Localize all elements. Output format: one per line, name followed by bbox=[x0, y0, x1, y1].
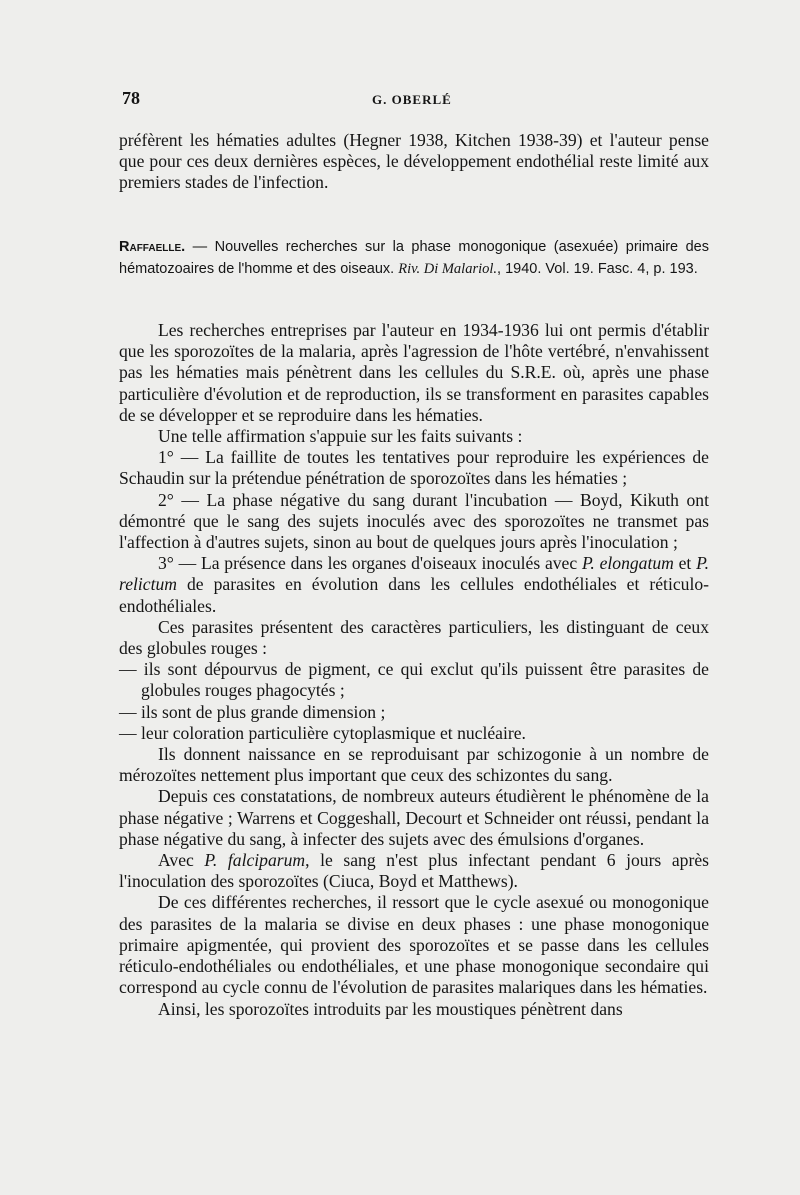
dash-item: — ils sont dépourvus de pigment, ce qui exclut qu'ils puissent être parasites de globules rouges phagocytés ; bbox=[119, 659, 709, 701]
text-run: Avec bbox=[158, 850, 205, 871]
paragraph: Ils donnent naissance en se reproduisant par schizogonie à un nombre de mérozoïtes nettement plus important que ceux des schizontes du sang. bbox=[119, 744, 709, 786]
paragraph: Ainsi, les sporozoïtes introduits par les moustiques pénètrent dans bbox=[158, 998, 623, 1019]
paragraph: 2° — La phase négative du sang durant l'incubation — Boyd, Kikuth ont démontré que le sang des sujets inoculés avec des sporozoïtes ne transmet pas l'affection à d'autres sujets, sinon au bout de quelques jours après l'inoculation ; bbox=[119, 489, 709, 553]
paragraph: Ces parasites présentent des caractères particuliers, les distinguant de ceux des globules rouges : bbox=[119, 616, 709, 659]
reference-details: , 1940. Vol. 19. Fasc. 4, p. 193. bbox=[497, 261, 698, 277]
paragraph bbox=[119, 850, 709, 892]
reference-journal: Riv. Di Malariol. bbox=[398, 261, 498, 277]
text-run: et bbox=[673, 553, 697, 574]
paragraph bbox=[119, 553, 709, 617]
paragraph: 1° — La faillite de toutes les tentatives pour reproduire les expériences de Schaudin sur la prétendue pénétration de sporozoïtes dans les hématies ; bbox=[119, 447, 709, 489]
body-text bbox=[119, 320, 709, 1020]
paragraph: De ces différentes recherches, il ressort que le cycle asexué ou monogonique des parasites de la malaria se divise en deux phases : une phase monogonique primaire apigmentée, qui provient des sporozoïtes et se passe dans les cellules réticulo-endothéliales ou endothéliales, et une phase monogonique secondaire qui correspond au cycle connu de l'évolution de parasites malariques dans les hématies. bbox=[119, 892, 709, 998]
dash-item: — ils sont de plus grande dimension ; bbox=[119, 701, 386, 722]
reference-author: Raffaelle. bbox=[119, 239, 186, 255]
page-header bbox=[0, 88, 800, 112]
paragraph: Les recherches entreprises par l'auteur en 1934-1936 lui ont permis d'établir que les sporozoïtes de la malaria, après l'agression de l'hôte vertébré, n'envahissent pas les hématies mais pénètrent dans les cellules du S.R.E. où, après une phase particulière d'évolution et de reproduction, ils se transforment en parasites capables de se développer et se reproduire dans les hématies. bbox=[119, 320, 709, 425]
text-run: 3° — La présence dans les organes d'oiseaux inoculés avec bbox=[158, 553, 582, 574]
text-run: , le sang n'est plus infectant pendant 6 jours après l'inoculation des sporozoïtes (Ciuca, Boyd et Matthews). bbox=[119, 850, 709, 892]
page-number: 78 bbox=[122, 88, 140, 108]
running-head: G. OBERLÉ bbox=[372, 92, 452, 107]
intro-block bbox=[119, 130, 709, 194]
reference-title: — Nouvelles recherches sur la phase monogonique (asexuée) primaire des hématozoaires de l'homme et des oiseaux. bbox=[119, 239, 709, 277]
species-name: P. falciparum bbox=[204, 850, 306, 871]
text-run: de parasites en évolution dans les cellules endothéliales et réticulo-endothéliales. bbox=[119, 574, 709, 616]
species-name: P. relictum bbox=[119, 553, 709, 595]
paragraph: Depuis ces constatations, de nombreux auteurs étudièrent le phénomène de la phase négative ; Warrens et Coggeshall, Decourt et Schneider ont réussi, pendant la phase négative du sang, à infecter des sujets avec des émulsions d'organes. bbox=[119, 786, 709, 849]
reference-block bbox=[119, 236, 709, 280]
species-name: P. elongatum bbox=[581, 553, 674, 574]
intro-paragraph: préfèrent les hématies adultes (Hegner 1938, Kitchen 1938-39) et l'auteur pense que pour ces deux dernières espèces, le développement endothélial reste limité aux premiers stades de l'infection. bbox=[119, 130, 709, 193]
dash-item: — leur coloration particulière cytoplasmique et nucléaire. bbox=[119, 722, 526, 743]
reference-citation bbox=[119, 236, 709, 280]
paragraph: Une telle affirmation s'appuie sur les faits suivants : bbox=[158, 426, 523, 447]
